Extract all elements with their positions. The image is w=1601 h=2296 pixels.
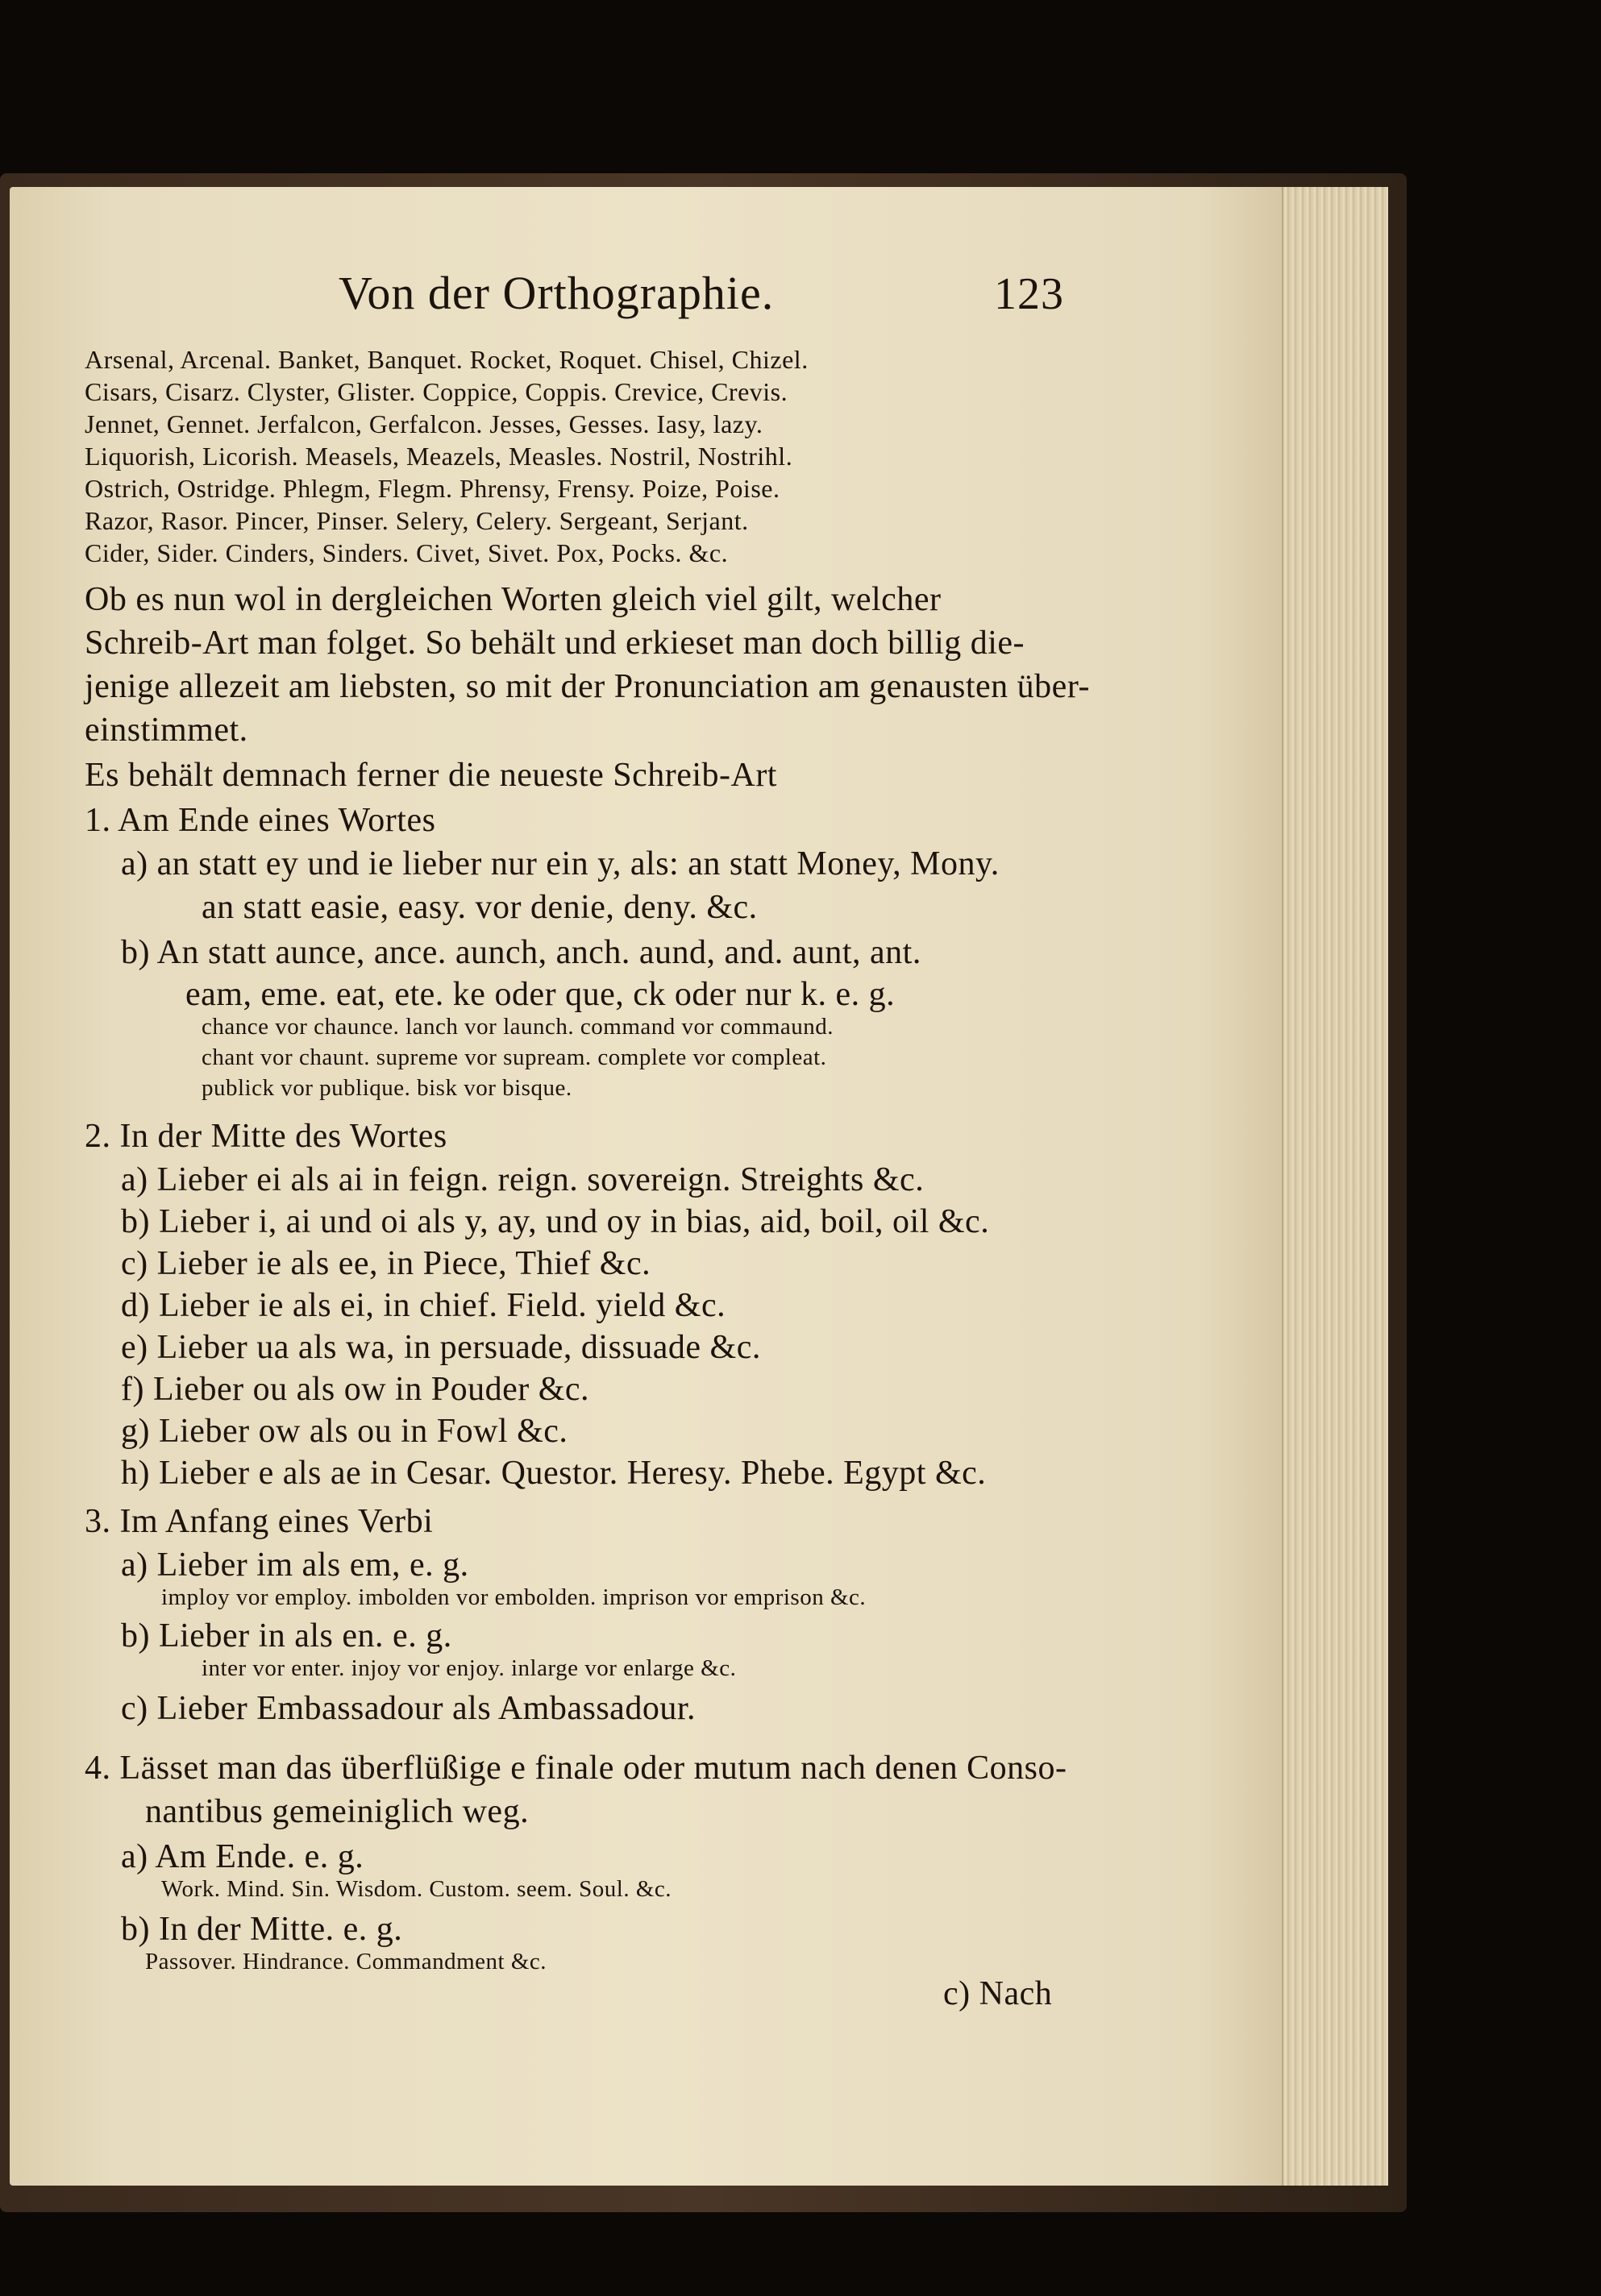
example-line: chant vor chaunt. supreme vor supream. complete vor compleat.: [202, 1044, 827, 1070]
page-edges: [1282, 187, 1388, 2186]
list-item: c) Lieber Embassadour als Ambassadour.: [121, 1690, 696, 1727]
list-item: b) In der Mitte. e. g.: [121, 1911, 403, 1948]
list-item: eam, eme. eat, ete. ke oder que, ck oder nur k. e. g.: [185, 976, 896, 1013]
text-line: Razor, Rasor. Pincer, Pinser. Selery, Celery. Sergeant, Serjant.: [85, 506, 749, 535]
section-heading: 1. Am Ende eines Wortes: [85, 802, 436, 839]
paragraph-line: einstimmet.: [85, 712, 248, 749]
list-item: f) Lieber ou als ow in Pouder &c.: [121, 1371, 590, 1408]
list-item: a) Lieber im als em, e. g.: [121, 1547, 469, 1584]
paragraph-line: nantibus gemeiniglich weg.: [145, 1793, 530, 1830]
example-line: chance vor chaunce. lanch vor launch. command vor commaund.: [202, 1014, 834, 1040]
catchword: c) Nach: [943, 1975, 1053, 2012]
section-heading: 3. Im Anfang eines Verbi: [85, 1503, 434, 1540]
section-heading: 4. Lässet man das überflüßige e finale oder mutum nach denen Conso-: [85, 1750, 1067, 1787]
list-item: b) Lieber in als en. e. g.: [121, 1617, 452, 1655]
text-line: Jennet, Gennet. Jerfalcon, Gerfalcon. Jesses, Gesses. Iasy, lazy.: [85, 409, 763, 438]
list-item: e) Lieber ua als wa, in persuade, dissuade &c.: [121, 1329, 761, 1366]
paragraph-line: Es behält demnach ferner die neueste Schreib-Art: [85, 757, 777, 794]
running-head: Von der Orthographie.: [339, 267, 775, 319]
list-item: d) Lieber ie als ei, in chief. Field. yield &c.: [121, 1287, 726, 1324]
text-line: Arsenal, Arcenal. Banket, Banquet. Rocket, Roquet. Chisel, Chizel.: [85, 345, 809, 374]
example-line: Work. Mind. Sin. Wisdom. Custom. seem. Soul. &c.: [161, 1876, 672, 1902]
text-line: Cider, Sider. Cinders, Sinders. Civet, Sivet. Pox, Pocks. &c.: [85, 538, 729, 567]
example-line: Passover. Hindrance. Commandment &c.: [145, 1949, 547, 1974]
example-line: imploy vor employ. imbolden vor embolden. imprison vor emprison &c.: [161, 1584, 867, 1610]
running-header: [339, 266, 1064, 330]
example-line: inter vor enter. injoy vor enjoy. inlarge vor enlarge &c.: [202, 1655, 737, 1681]
example-line: publick vor publique. bisk vor bisque.: [202, 1075, 572, 1101]
list-item: a) Lieber ei als ai in feign. reign. sovereign. Streights &c.: [121, 1161, 925, 1198]
list-item: an statt easie, easy. vor denie, deny. &c.: [202, 889, 758, 926]
paragraph-line: Schreib-Art man folget. So behält und erkieset man doch billig die-: [85, 625, 1025, 662]
list-item: h) Lieber e als ae in Cesar. Questor. Heresy. Phebe. Egypt &c.: [121, 1455, 987, 1492]
text-line: Liquorish, Licorish. Measels, Meazels, Measles. Nostril, Nostrihl.: [85, 442, 793, 471]
list-item: a) Am Ende. e. g.: [121, 1838, 364, 1875]
page-number: 123: [994, 269, 1064, 319]
paragraph-line: jenige allezeit am liebsten, so mit der Pronunciation am genausten über-: [85, 668, 1090, 705]
list-item: b) Lieber i, ai und oi als y, ay, und oy in bias, aid, boil, oil &c.: [121, 1203, 990, 1240]
section-heading: 2. In der Mitte des Wortes: [85, 1118, 447, 1155]
list-item: c) Lieber ie als ee, in Piece, Thief &c.: [121, 1245, 651, 1282]
text-line: Ostrich, Ostridge. Phlegm, Flegm. Phrensy, Frensy. Poize, Poise.: [85, 474, 780, 503]
text-line: Cisars, Cisarz. Clyster, Glister. Coppice, Coppis. Crevice, Crevis.: [85, 377, 788, 406]
list-item: a) an statt ey und ie lieber nur ein y, als: an statt Money, Mony.: [121, 845, 1000, 882]
list-item: g) Lieber ow als ou in Fowl &c.: [121, 1413, 568, 1450]
list-item: b) An statt aunce, ance. aunch, anch. aund, and. aunt, ant.: [121, 934, 921, 971]
paragraph-line: Ob es nun wol in dergleichen Worten gleich viel gilt, welcher: [85, 581, 942, 618]
